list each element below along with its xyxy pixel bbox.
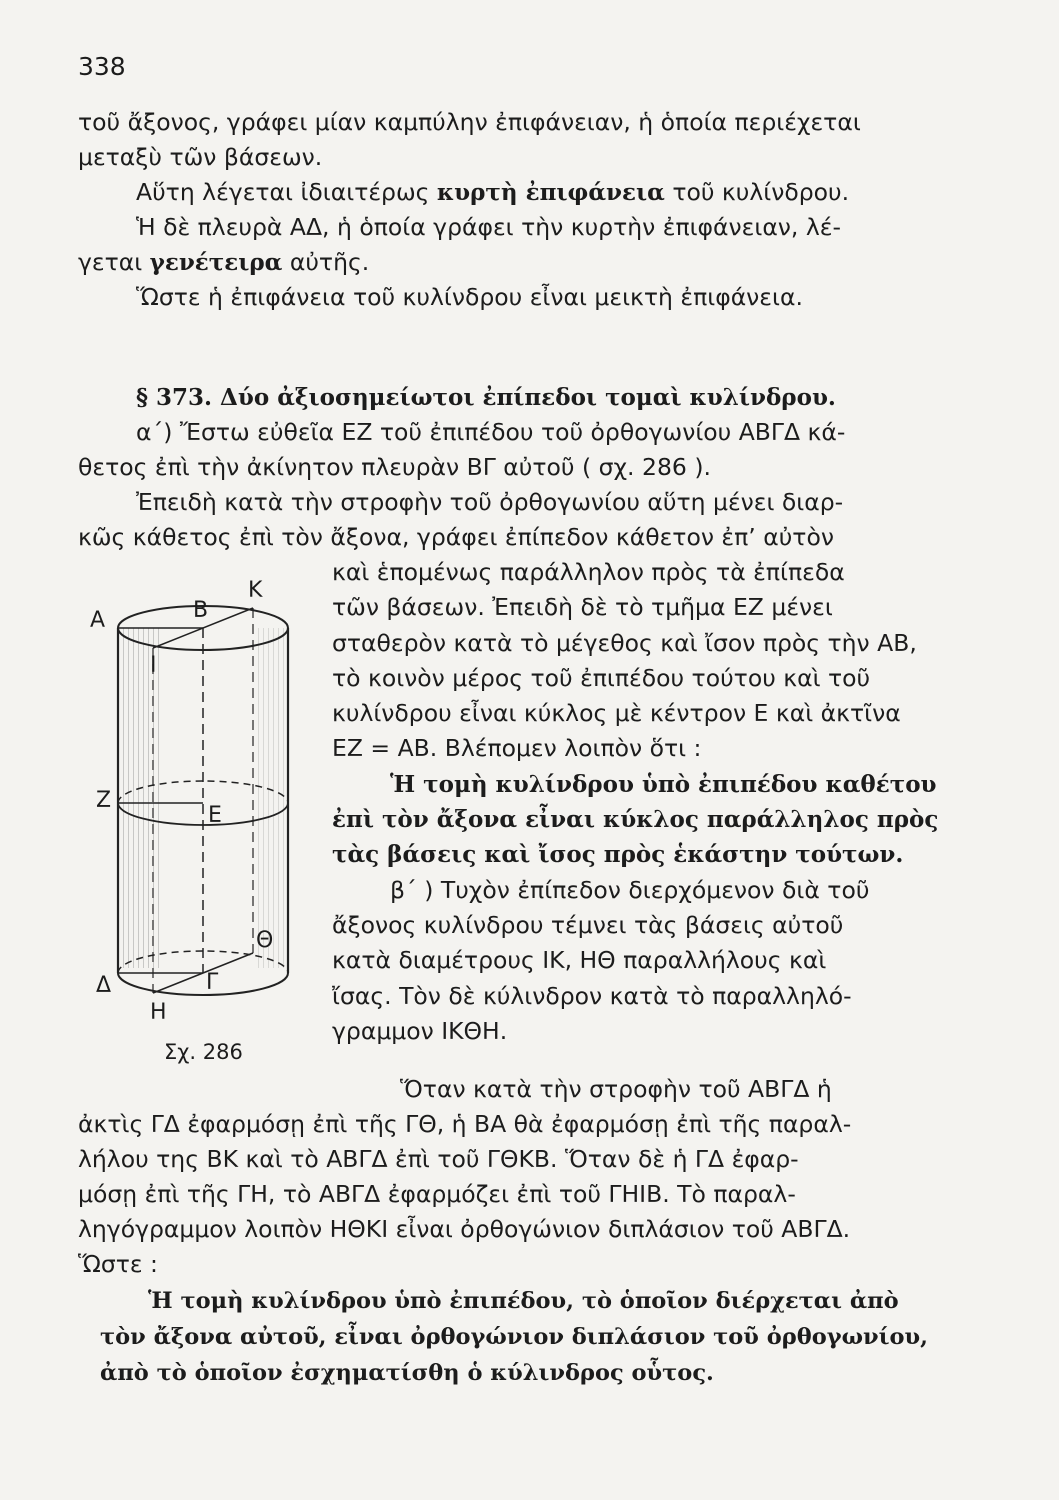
text-line: σταθερὸν κατὰ τὸ μέγεθος καὶ ἴσον πρὸς τὴν ΑΒ, bbox=[332, 628, 917, 657]
text-line: ληγόγραμμον λοιπὸν ΗΘΚΙ εἶναι ὀρθογώνιον διπλάσιον τοῦ ΑΒΓΔ. bbox=[78, 1215, 851, 1243]
shading-right bbox=[258, 628, 286, 968]
text-line: γραμμον ΙΚΘΗ. bbox=[332, 1016, 508, 1045]
text-line: ἀκτὶς ΓΔ ἐφαρμόσῃ ἐπὶ τῆς ΓΘ, ἡ ΒΑ θὰ ἐφαρμόσῃ ἐπὶ τῆς παραλ- bbox=[78, 1110, 852, 1138]
term-curved-surface: κυρτὴ ἐπιφάνεια bbox=[436, 179, 665, 206]
term-generatrix: γενέτειρα bbox=[149, 249, 283, 276]
section-title: § 373. Δύο ἀξιοσημείωτοι ἐπίπεδοι τομαὶ κυλίνδρου. bbox=[136, 384, 836, 411]
text-line: τῶν βάσεων. Ἐπειδὴ δὲ τὸ τμῆμα ΕΖ μένει bbox=[332, 593, 833, 622]
text-line: ἄξονος κυλίνδρου τέμνει τὰς βάσεις αὐτοῦ bbox=[332, 910, 844, 939]
text-line: λήλου της ΒΚ καὶ τὸ ΑΒΓΔ ἐπὶ τοῦ ΓΘΚΒ. Ὅταν δὲ ἡ ΓΔ ἐφαρ- bbox=[78, 1145, 799, 1173]
text-line: μόσῃ ἐπὶ τῆς ΓΗ, τὸ ΑΒΓΔ ἐφαρμόζει ἐπὶ τοῦ ΓΗΙΒ. Τὸ παραλ- bbox=[78, 1180, 796, 1208]
theorem-2 bbox=[100, 1283, 950, 1391]
label-H: Η bbox=[150, 1000, 167, 1025]
page-number: 338 bbox=[78, 52, 126, 81]
text-line: ΕΖ = ΑΒ. Βλέπομεν λοιπὸν ὅτι : bbox=[332, 734, 702, 763]
text-line: καὶ ἑπομένως παράλληλον πρὸς τὰ ἐπίπεδα bbox=[332, 558, 845, 586]
theorem-1-line: Ἡ τομὴ κυλίνδρου ὑπὸ ἐπιπέδου καθέτου bbox=[390, 770, 937, 798]
text-line: Ὥστε : bbox=[78, 1250, 158, 1278]
label-D: Δ bbox=[96, 973, 112, 998]
label-A: Α bbox=[90, 608, 106, 633]
cylinder-drawing bbox=[88, 578, 328, 1078]
label-E: Ε bbox=[208, 803, 222, 828]
generatrix-line: Ἡ δὲ πλευρὰ ΑΔ, ἡ ὁποία γράφει τὴν κυρτὴν ἐπιφάνειαν, λέ- bbox=[136, 213, 841, 241]
bottom-base-front bbox=[118, 973, 288, 995]
label-B: Β bbox=[193, 598, 209, 623]
text-line: κατὰ διαμέτρους ΙΚ, ΗΘ παραλλήλους καὶ bbox=[332, 946, 827, 975]
curved-surface-line bbox=[78, 175, 948, 210]
theorem-1-line: ἐπὶ τὸν ἄξονα εἶναι κύκλος παράλληλος πρὸς bbox=[332, 806, 939, 834]
text-line: μεταξὺ τῶν βάσεων. bbox=[78, 143, 323, 171]
text-line: α΄) Ἔστω εὐθεῖα ΕΖ τοῦ ἐπιπέδου τοῦ ὀρθογωνίου ΑΒΓΔ κά- bbox=[136, 418, 846, 446]
label-Theta: Θ bbox=[256, 928, 274, 953]
wrap-block bbox=[332, 555, 942, 1049]
label-Z: Ζ bbox=[96, 788, 112, 813]
text-span: αὐτῆς. bbox=[282, 248, 370, 276]
bottom-block bbox=[78, 1072, 948, 1282]
text-span: τοῦ κυλίνδρου. bbox=[664, 178, 850, 206]
shading-left bbox=[118, 628, 163, 968]
text-line: τοῦ ἄξονος, γράφει μίαν καμπύλην ἐπιφάνειαν, ἡ ὁποία περιέχεται bbox=[78, 108, 861, 136]
theorem-1-line: τὰς βάσεις καὶ ἴσος πρὸς ἑκάστην τούτων. bbox=[332, 841, 904, 869]
text-line: ἴσας. Τὸν δὲ κύλινδρον κατὰ τὸ παραλληλό- bbox=[332, 981, 852, 1010]
mixed-surface-line: Ὥστε ἡ ἐπιφάνεια τοῦ κυλίνδρου εἶναι μεικτὴ ἐπιφάνεια. bbox=[136, 283, 803, 311]
label-G: Γ bbox=[206, 970, 219, 995]
label-I: Ι bbox=[150, 653, 157, 678]
text-line: τὸ κοινὸν μέρος τοῦ ἐπιπέδου τούτου καὶ τοῦ bbox=[332, 663, 871, 692]
theorem-2-line: τὸν ἄξονα αὐτοῦ, εἶναι ὀρθογώνιον διπλάσιον τοῦ ὀρθογωνίου, bbox=[100, 1324, 928, 1350]
text-line: θετος ἐπὶ τὴν ἀκίνητον πλευρὰν ΒΓ αὐτοῦ ( σχ. 286 ). bbox=[78, 453, 711, 481]
cylinder-figure bbox=[88, 578, 328, 1078]
label-K: Κ bbox=[248, 578, 263, 603]
text-span: Αὕτη λέγεται ἰδιαιτέρως bbox=[136, 178, 437, 206]
text-line: Ἐπειδὴ κατὰ τὴν στροφὴν τοῦ ὀρθογωνίου αὕτη μένει διαρ- bbox=[136, 488, 844, 516]
theorem-2-line: ἀπὸ τὸ ὁποῖον ἐσχηματίσθη ὁ κύλινδρος οὗτος. bbox=[100, 1360, 714, 1386]
text-line: β΄ ) Τυχὸν ἐπίπεδον διερχόμενον διὰ τοῦ bbox=[390, 875, 870, 904]
intro-block bbox=[78, 105, 948, 315]
figure-caption: Σχ. 286 bbox=[164, 1040, 243, 1064]
text-line: κυλίνδρου εἶναι κύκλος μὲ κέντρον Ε καὶ ἀκτῖνα bbox=[332, 699, 901, 728]
text-line: κῶς κάθετος ἐπὶ τὸν ἄξονα, γράφει ἐπίπεδον κάθετον ἐπ’ αὐτὸν bbox=[78, 523, 834, 551]
theorem-2-line: Ἡ τομὴ κυλίνδρου ὑπὸ ἐπιπέδου, τὸ ὁποῖον διέρχεται ἀπὸ bbox=[148, 1288, 899, 1314]
text-line: Ὅταν κατὰ τὴν στροφὴν τοῦ ΑΒΓΔ ἡ bbox=[400, 1075, 832, 1103]
text-span: γεται bbox=[78, 248, 150, 276]
section-373 bbox=[78, 380, 948, 555]
generatrix-line-2 bbox=[78, 245, 948, 280]
